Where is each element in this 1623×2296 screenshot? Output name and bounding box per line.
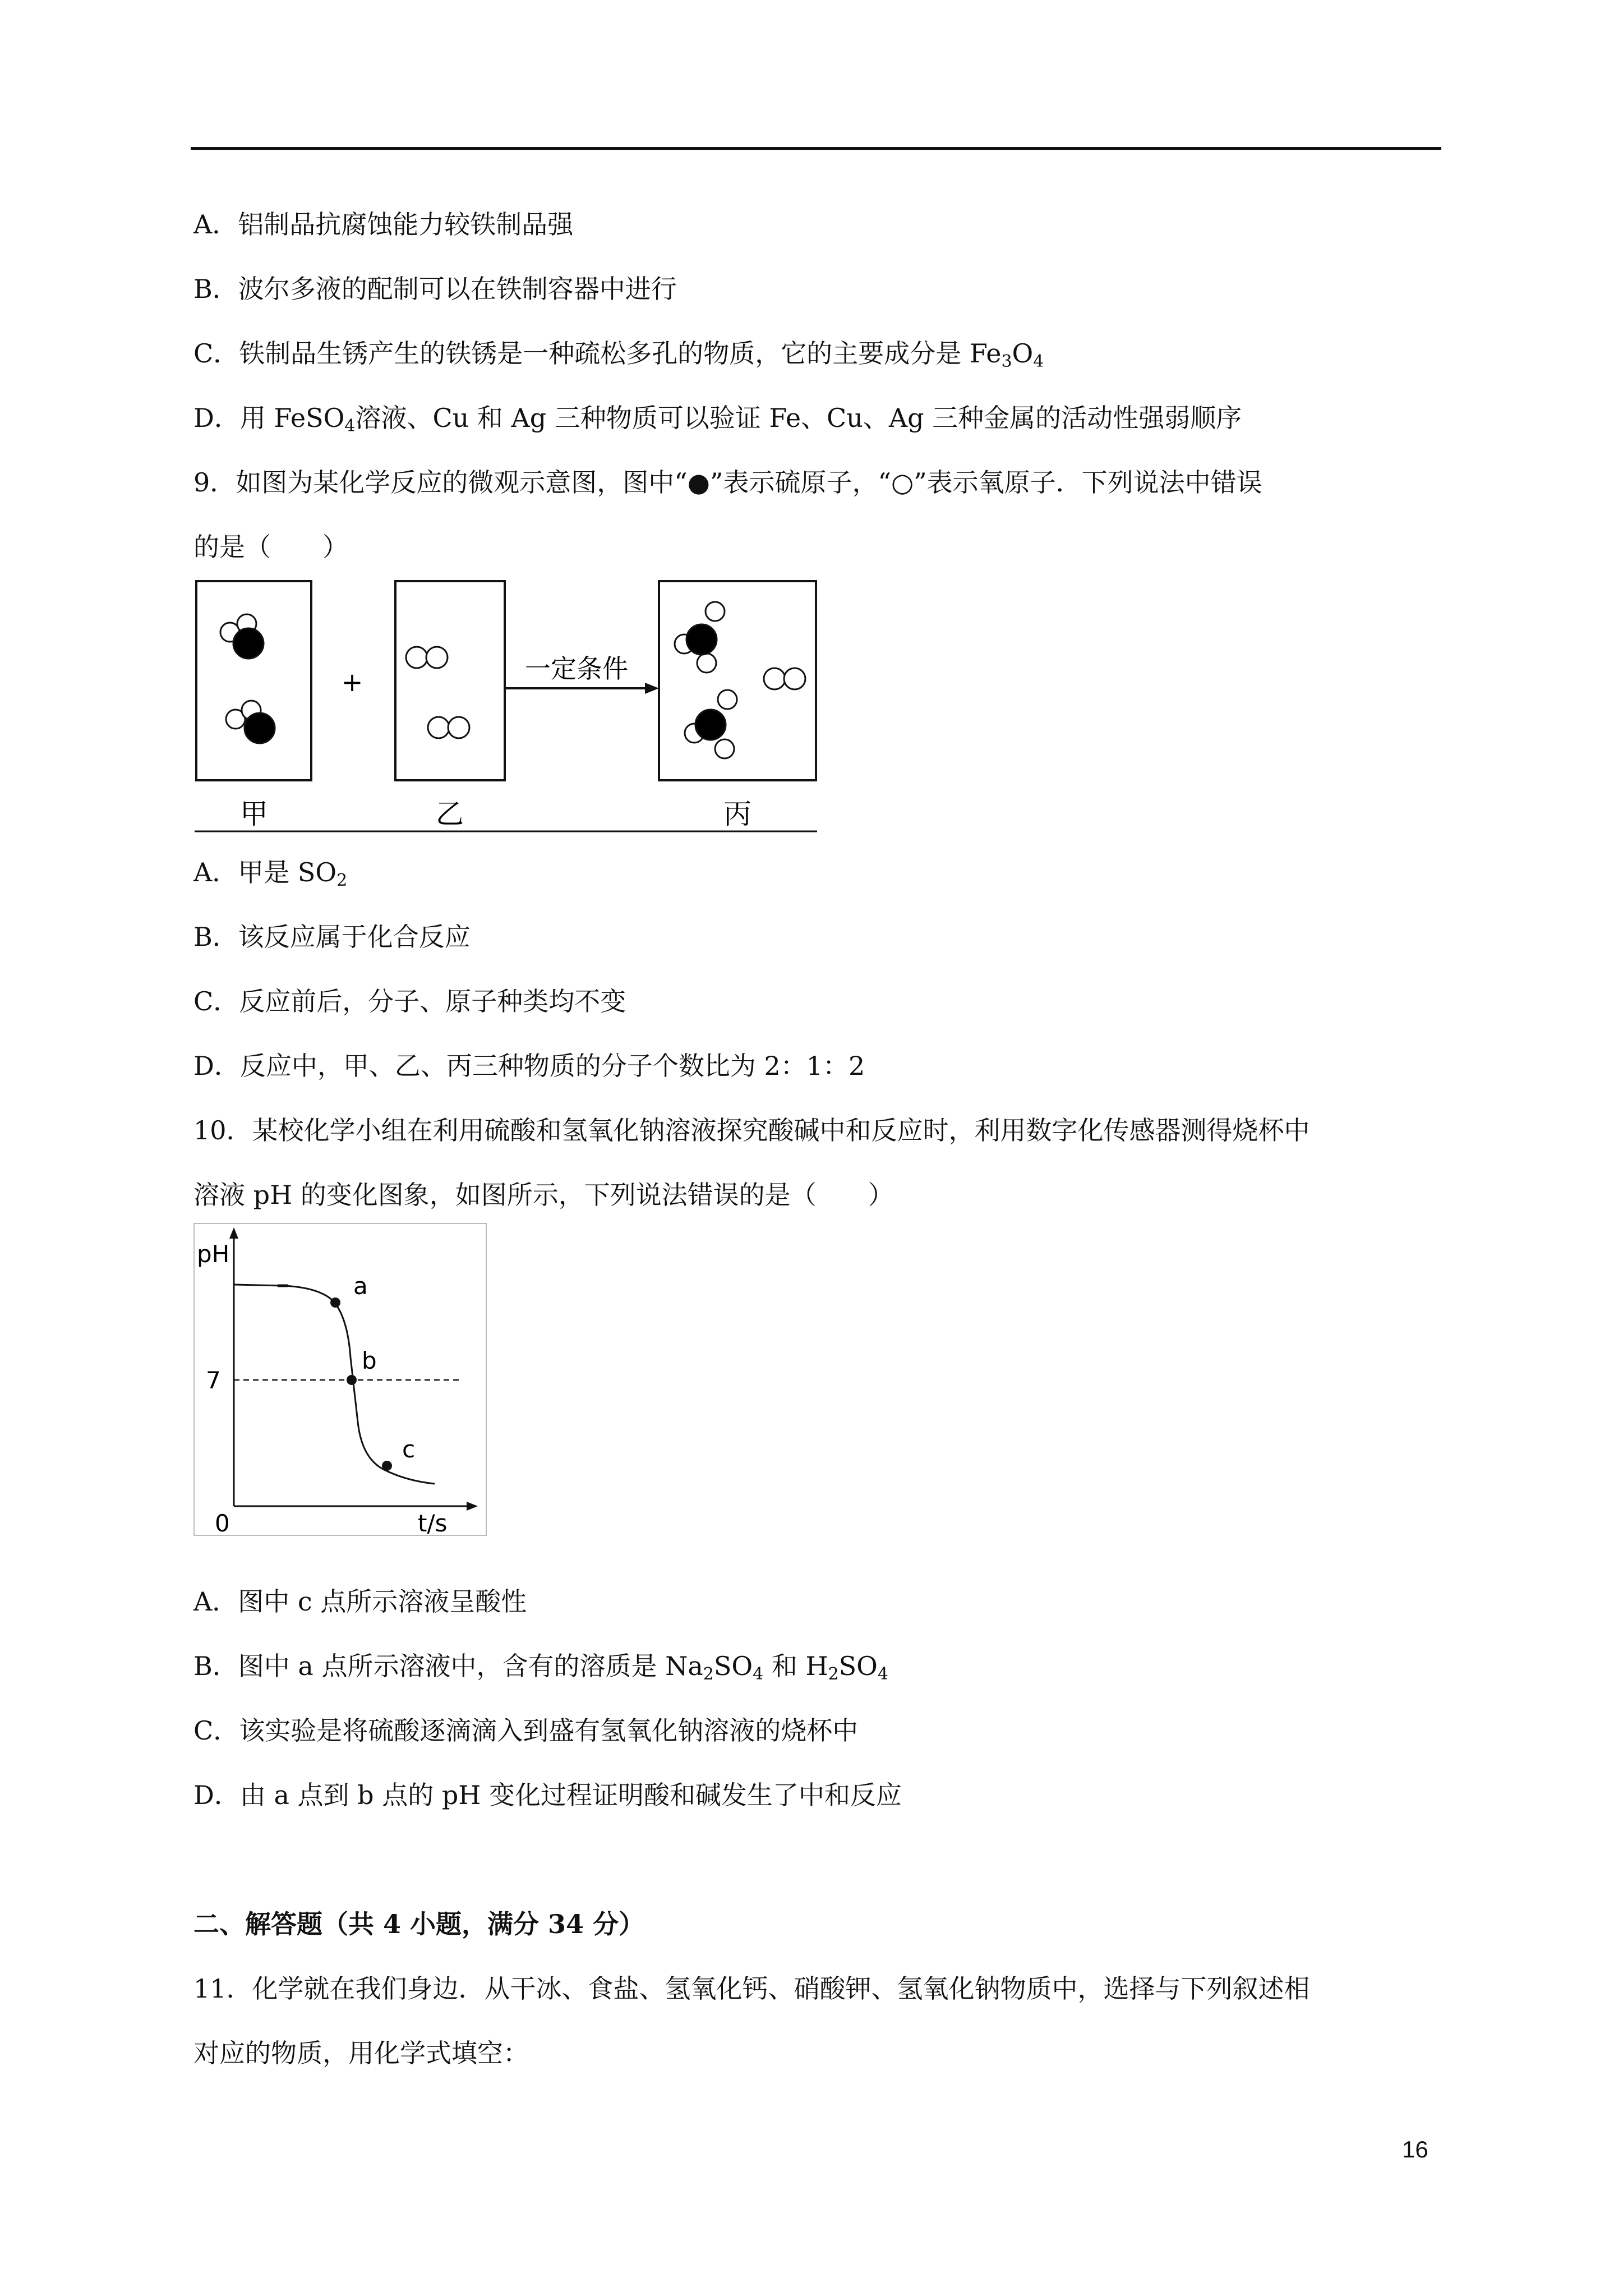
q8-option-b: B．波尔多液的配制可以在铁制容器中进行 [193,274,677,304]
q10-option-c: C．该实验是将硫酸逐滴滴入到盛有氢氧化钠溶液的烧杯中 [193,1715,859,1746]
so2-molecule [220,614,264,659]
o2-molecule [428,717,469,738]
q11-line2: 对应的物质，用化学式填空： [193,2038,529,2068]
point-a-label: a [353,1272,368,1300]
label-yi: 乙 [436,798,464,830]
x-axis-arrow-icon [467,1502,478,1511]
q10-stem-line2: 溶液 pH 的变化图象，如图所示，下列说法错误的是（ ） [193,1180,894,1210]
arrow-condition-label: 一定条件 [525,654,628,684]
arrow-head-icon [645,683,659,694]
q9-stem-line1: 9．如图为某化学反应的微观示意图，图中“●”表示硫原子，“○”表示氧原子．下列说法中错误 [193,467,1262,498]
q8-option-a: A．铝制品抗腐蚀能力较铁制品强 [193,209,574,240]
point-a [330,1297,340,1308]
point-b [347,1375,357,1385]
q11-line1: 11．化学就在我们身边．从干冰、食盐、氢氧化钙、硝酸钾、氢氧化钠物质中，选择与下列叙述相 [193,1973,1310,2004]
box-yi [395,581,505,780]
q10-stem-line1: 10．某校化学小组在利用硫酸和氢氧化钠溶液探究酸碱中和反应时，利用数字化传感器测得烧杯中 [193,1115,1310,1145]
q8-option-c: C．铁制品生锈产生的铁锈是一种疏松多孔的物质，它的主要成分是 $Fe_3O_4$ [193,338,1044,371]
q10-option-d: D．由 a 点到 b 点的 pH 变化过程证明酸和碱发生了中和反应 [193,1780,902,1810]
box-jia [196,581,311,780]
header-rule [191,147,1441,150]
y-axis-arrow-icon [229,1227,238,1239]
o2-molecule [406,647,448,668]
origin-label: 0 [215,1510,230,1537]
q9-reaction-diagram [193,578,822,836]
x-axis-label: t/s [418,1510,448,1537]
q8-option-d: D．用 FeSO$_4$溶液、Cu 和 Ag 三种物质可以验证 Fe、Cu、Ag 三种金属的活动性强弱顺序 [193,403,1242,436]
y-axis-label: pH [197,1240,230,1268]
label-bing: 丙 [723,798,751,830]
point-c [382,1461,392,1471]
so3-molecule [685,690,737,758]
q9-option-b: B．该反应属于化合反应 [193,922,471,952]
q10-option-b: B．图中 a 点所示溶液中，含有的溶质是 $Na_2SO_4$ 和 $H_2SO_4$ [193,1651,888,1684]
label-jia: 甲 [240,798,268,830]
page-number: 16 [1402,2136,1428,2162]
point-c-label: c [402,1435,416,1463]
q10-option-a: A．图中 c 点所示溶液呈酸性 [193,1586,527,1617]
so3-molecule [675,602,725,673]
q9-option-d: D．反应中，甲、乙、丙三种物质的分子个数比为 2：1：2 [193,1051,865,1081]
q9-option-a: A．甲是 $SO_2$ [193,857,348,890]
q9-stem-line2: 的是（ ） [193,532,348,562]
q9-option-c: C．反应前后，分子、原子种类均不变 [193,986,626,1016]
so2-molecule [226,701,275,743]
y-tick-7: 7 [206,1366,221,1394]
section-heading: 二、解答题（共 4 小题，满分 34 分） [193,1909,645,1939]
plus-sign: + [341,667,363,697]
point-b-label: b [362,1347,377,1374]
ph-chart [193,1223,488,1537]
o2-molecule [764,668,805,689]
